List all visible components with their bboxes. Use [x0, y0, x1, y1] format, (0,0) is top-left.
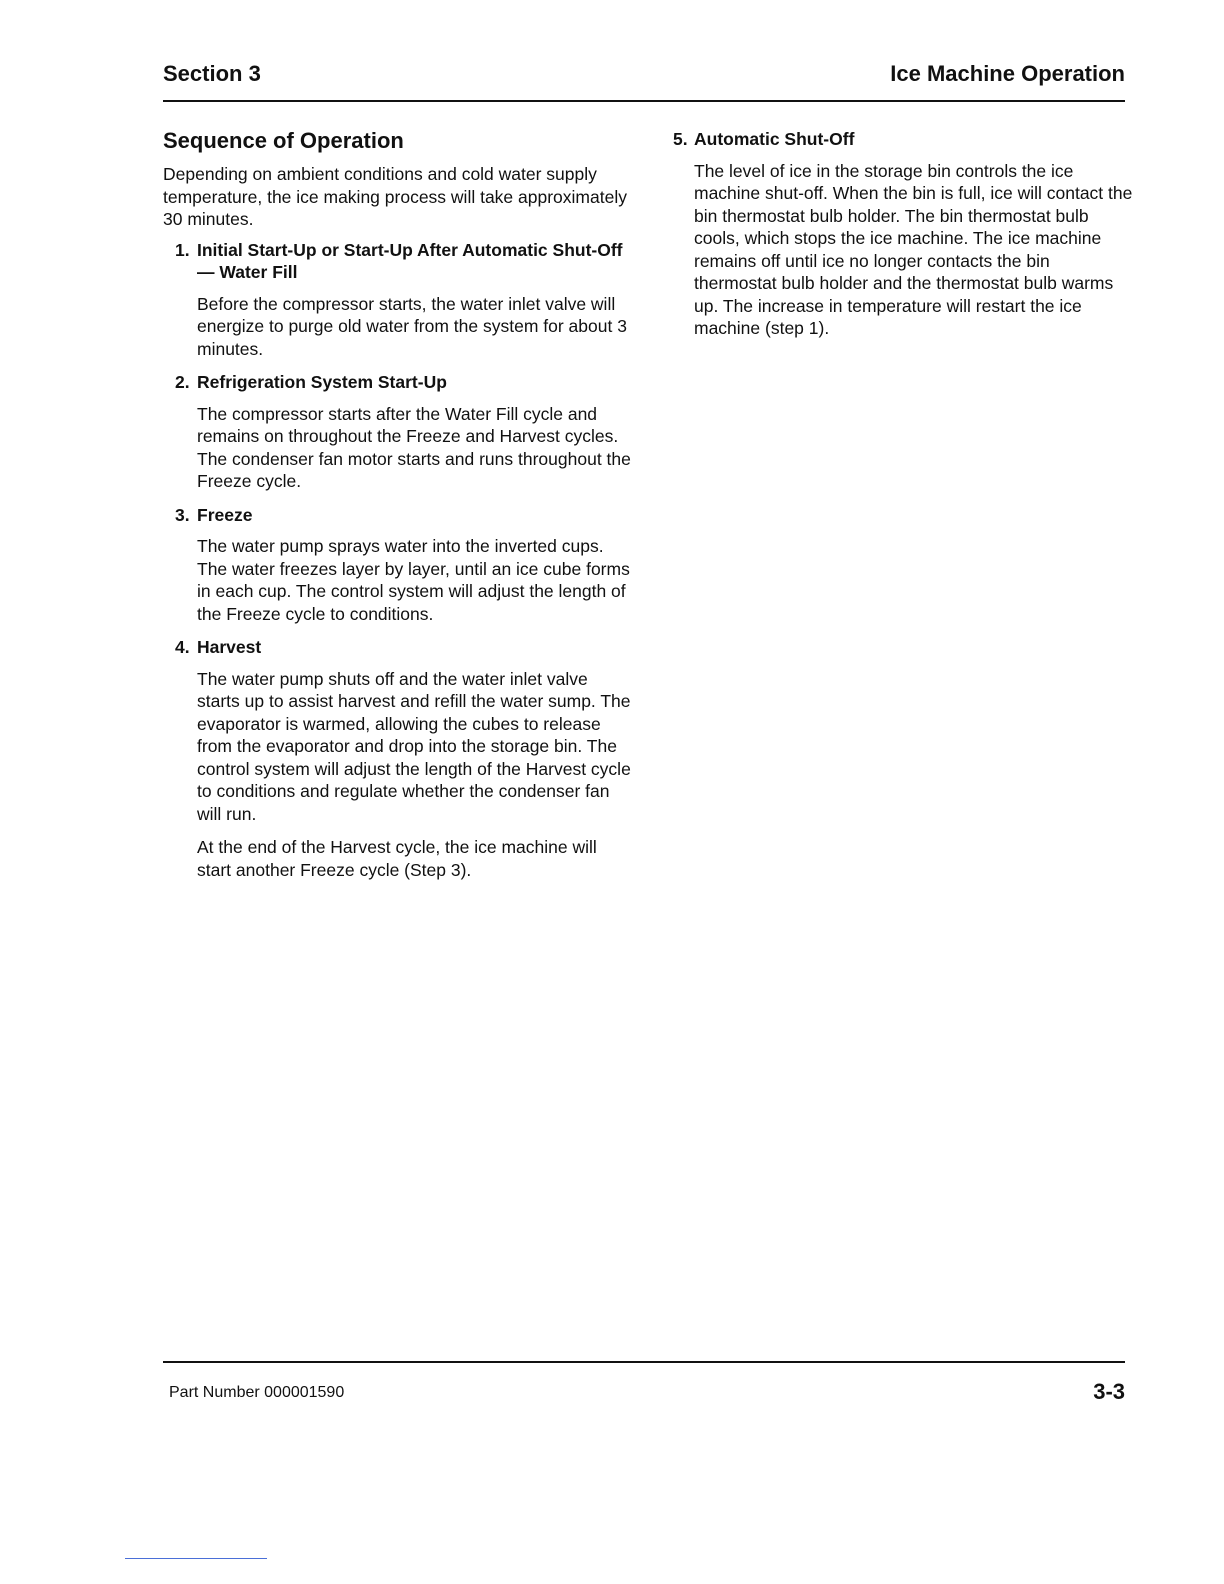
step-title: Initial Start-Up or Start-Up After Automatic Shut-Off — Water Fill — [197, 239, 623, 282]
chapter-title: Ice Machine Operation — [890, 61, 1125, 86]
step-number: 4. — [175, 637, 190, 657]
step-5 — [673, 128, 1133, 340]
step-title: Refrigeration System Start-Up — [197, 372, 447, 392]
intro-paragraph: Depending on ambient conditions and cold water supply temperature, the ice making process will take approximately 30 minutes. — [163, 164, 627, 229]
step-paragraph: The compressor starts after the Water Fill cycle and remains on throughout the Freeze and Harvest cycles. The condenser fan motor starts and runs throughout the Freeze cycle. — [197, 403, 631, 491]
step-1 — [163, 239, 633, 361]
step-4 — [163, 636, 633, 881]
page-header — [163, 58, 1125, 102]
step-heading — [163, 239, 633, 284]
step-paragraph: At the end of the Harvest cycle, the ice machine will start another Freeze cycle (Step 3). — [197, 837, 597, 880]
section-label: Section 3 — [163, 61, 261, 86]
left-column — [163, 126, 633, 892]
step-heading — [163, 636, 633, 659]
step-title: Freeze — [197, 504, 253, 525]
step-number: 3. — [175, 504, 190, 525]
page-title: Sequence of Operation — [163, 128, 404, 153]
step-title: Harvest — [197, 637, 262, 657]
link-underline — [125, 1558, 267, 1559]
step-paragraph: The water pump sprays water into the inverted cups. The water freezes layer by layer, until an ice cube forms in each cup. The control system will adjust the length of the Freeze cycle to conditions. — [197, 536, 630, 624]
step-2 — [163, 371, 633, 493]
page-number: 3-3 — [1093, 1379, 1125, 1404]
step-paragraph: The water pump shuts off and the water inlet valve starts up to assist harvest and refill the water sump. The evaporator is warmed, allowing the cubes to release from the evaporator and drop into the storage bin. The control system will adjust the length of the Harvest cycle to conditions and regulate whether the condenser fan will run. — [197, 668, 631, 824]
step-number: 5. — [673, 129, 688, 149]
step-heading — [163, 504, 633, 527]
step-paragraph: The level of ice in the storage bin controls the ice machine shut-off. When the bin is full, ice will contact the bin thermostat bulb holder. The bin thermostat bulb cools, which stops the ice machine. The ice machine remains off until ice no longer contacts the bin thermostat bulb holder and the thermostat bulb warms up. The increase in temperature will restart the ice machine (step 1). — [694, 160, 1133, 338]
step-number: 1. — [175, 239, 190, 260]
step-3 — [163, 504, 633, 626]
part-number: Part Number 000001590 — [169, 1384, 345, 1401]
right-column — [673, 128, 1133, 351]
step-title: Automatic Shut-Off — [694, 129, 855, 149]
step-paragraph: Before the compressor starts, the water inlet valve will energize to purge old water from the system for about 3 minutes. — [197, 293, 627, 359]
step-heading — [673, 128, 1133, 151]
step-heading — [163, 371, 633, 394]
step-number: 2. — [175, 372, 190, 392]
page-footer — [163, 1361, 1125, 1404]
